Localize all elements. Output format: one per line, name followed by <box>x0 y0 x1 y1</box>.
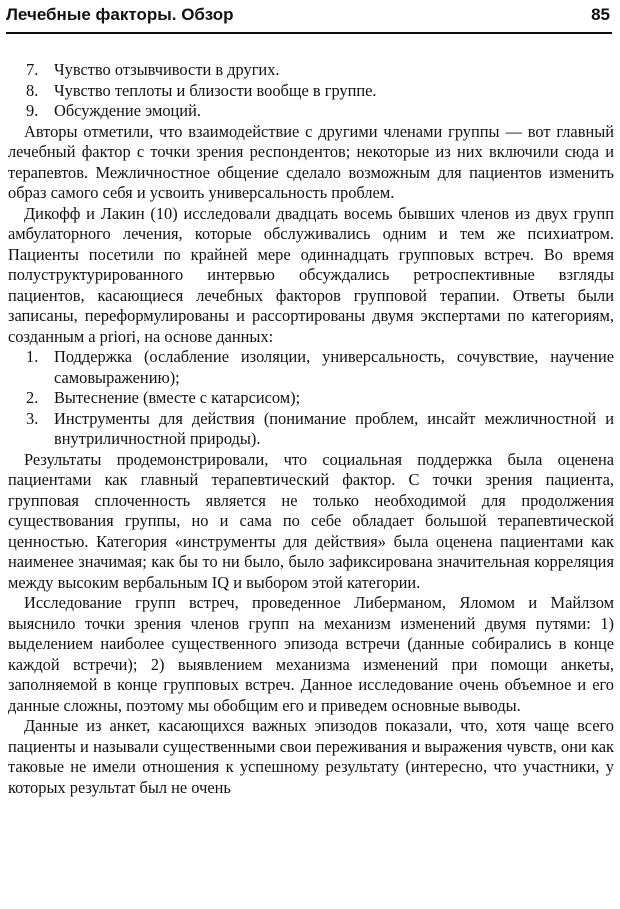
factor-list-continued <box>8 60 614 122</box>
list-item-text: Чувство теплоты и близости вообще в группе. <box>54 80 377 100</box>
paragraph: Авторы отметили, что взаимодействие с другими членами группы — вот главный лечебный фактор с точки зрения респондентов; некоторые из них включили сюда и терапевтов. Межличностное общение сделало возможным для пациентов изменить образ самого себя и усвоить универсальность проблем. <box>8 121 614 202</box>
list-item-number: 2. <box>26 388 39 407</box>
category-list <box>8 347 614 450</box>
list-item-number: 8. <box>26 80 39 100</box>
list-item <box>8 409 614 450</box>
paragraph: Результаты продемонстрировали, что социальная поддержка была оценена пациентами как главный терапевтический фактор. С точки зрения пациента, групповая сплоченность является не только необходимой для продолжения существования группы, но и сама по себе обладает большой терапевтической ценностью. Категория «инструменты для действия» была оценена пациентами как наименее значимая; как бы то ни было, было зафиксирована значительная корреляция между высоким вербальным IQ и выбором этой категории. <box>8 449 614 592</box>
chapter-title: Лечебные факторы. Обзор <box>6 5 234 24</box>
list-item-number: 7. <box>26 60 39 79</box>
list-item-text: Вытеснение (вместе с катарсисом); <box>54 388 301 407</box>
list-item-number: 3. <box>26 408 39 428</box>
list-item <box>8 101 614 122</box>
paragraph: Исследование групп встреч, проведенное Либерманом, Яломом и Майлзом выяснило точки зрения членов групп на механизм изменений двумя путями: 1) выделением наиболее существенного эпизода встречи (данные собирались в конце каждой встречи); 2) выявлением механизма изменений при помощи анкеты, заполняемой в конце групповых встреч. Данное исследование очень объемное и его данные сложны, поэтому мы обобщим его и приведем основные выводы. <box>8 593 614 715</box>
list-item <box>8 60 614 81</box>
list-item <box>8 347 614 388</box>
running-header <box>6 2 612 34</box>
list-item-number: 9. <box>26 101 39 120</box>
list-item <box>8 81 614 102</box>
list-item-number: 1. <box>26 347 39 366</box>
page-number: 85 <box>591 5 610 24</box>
list-item-text: Чувство отзывчивости в других. <box>54 60 280 79</box>
body-text <box>8 60 614 798</box>
list-item <box>8 388 614 409</box>
list-item-text: Обсуждение эмоций. <box>54 101 201 120</box>
paragraph: Данные из анкет, касающихся важных эпизодов показали, что, хотя чаще всего пациенты и называли существенными свои переживания и выражения чувств, они как таковые не имели отношения к успешному результату (интересно, что участники, у которых результат был не очень <box>8 716 614 797</box>
list-item-text: Поддержка (ослабление изоляции, универсальность, сочувствие, научение самовыражению); <box>54 347 614 387</box>
paragraph: Дикофф и Лакин (10) исследовали двадцать восемь бывших членов из двух групп амбулаторного лечения, которые обслуживались одним и тем же психиатром. Пациенты посетили по крайней мере одиннадцать групповых встреч. Во время полуструктурированного интервью обсуждались ретроспективные взгляды пациентов, касающиеся лечебных факторов групповой терапии. Ответы были записаны, переформулированы и рассортированы двумя экспертами по категориям, созданным a priori, на основе данных: <box>8 203 614 346</box>
list-item-text: Инструменты для действия (понимание проблем, инсайт межличностной и внутриличностной природы). <box>54 408 614 448</box>
